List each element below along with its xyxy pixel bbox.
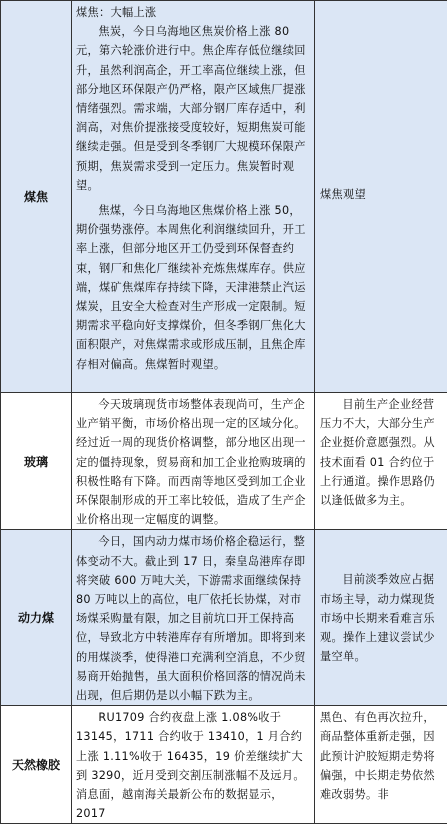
row-glass <box>1 393 447 530</box>
analysis-cell <box>72 393 315 530</box>
section-heading: 煤焦：大幅上涨 <box>76 3 311 22</box>
paragraph-glass: 今天玻璃现货市场整体表现尚可，生产企业产销平衡，市场价格出现一定的区域分化。经过近一周的现货价格调整，部分地区出现一定的僵持现象，贸易商和加工企业抢购玻璃的积极性略有下降。而西南等地区受到加工企业环保限制形成的开工率比较低，造成了生产企业价格出现一定幅度的调整。 <box>76 395 311 529</box>
category-cell: 煤焦 <box>1 1 72 393</box>
analysis-cell <box>72 706 315 824</box>
strategy-text: 煤焦观望 <box>320 185 444 204</box>
paragraph-rubber: RU1709 合约夜盘上涨 1.08%收于 13145，1711 合约收于 13410，1 月合约上涨 1.11%收于 16435，19 价差继续扩大到 3290，近月受到交割压制涨幅不及远月。消息面，越南海关最新公布的数据显示，2017 <box>76 708 311 823</box>
strategy-text: 目前淡季效应占据市场主导，动力煤现货市场中长期来看难言乐观。操作上建议尝试少量空单。 <box>320 570 444 666</box>
paragraph-thermal-coal: 今日，国内动力煤市场价格企稳运行，整体变动不大。截止到 17 日，秦皇岛港库存即将突破 600 万吨大关，下游需求面继续保持 80 万吨以上的高位，电厂依托长协煤，对市场煤采购量有限，加之目前坑口开工保持高位，导致北方中转港库存有所增加。即将到来的用煤淡季，使得港口充满利空消息，不少贸易商开始抛售，虽大面积价格回落的情况尚未出现，但后期仍是以小幅下跌为主。 <box>76 532 311 705</box>
row-thermal-coal <box>1 530 447 706</box>
category-cell: 天然橡胶 <box>1 706 72 824</box>
paragraph-coking-coal: 焦煤，今日乌海地区焦煤价格上涨 50，期价强势涨停。本周焦化利润继续回升，开工率上涨，但部分地区开工仍受到环保督查约束，钢厂和焦化厂继续补充炼焦煤库存。供应端，煤矿焦煤库存持续下降，天津港禁止汽运煤炭，且安全大检查对生产形成一定限制。短期需求平稳向好支撑煤价，但冬季钢厂焦化大面积限产，对焦煤需求或形成压制，且焦企库存相对偏高。焦煤暂时观望。 <box>76 201 311 374</box>
row-coal-coke <box>1 1 447 393</box>
category-cell: 玻璃 <box>1 393 72 530</box>
row-natural-rubber <box>1 706 447 824</box>
analysis-cell <box>72 530 315 706</box>
paragraph-coke: 焦炭，今日乌海地区焦炭价格上涨 80 元，第六轮涨价进行中。焦企库存低位继续回升，虽然利润高企，开工率高位继续上涨，但部分地区环保限产仍严格，限产区域焦厂提涨情绪强烈。需求端，大部分钢厂库存适中，利润高，对焦价提涨接受度较好，短期焦炭可能继续走强。但是受到冬季钢厂大规模环保限产预期，焦炭需求受到一定压力。焦炭暂时观望。 <box>76 22 311 195</box>
strategy-cell <box>315 706 447 824</box>
strategy-cell <box>315 530 447 706</box>
strategy-cell <box>315 393 447 530</box>
strategy-cell <box>315 1 447 393</box>
analysis-cell <box>72 1 315 393</box>
category-cell: 动力煤 <box>1 530 72 706</box>
strategy-text: 目前生产企业经营压力不大，大部分生产企业挺价意愿强烈。从技术面看 01 合约位于上行通道。操作思路仍以逢低做多为主。 <box>320 395 444 510</box>
strategy-text: 黑色、有色再次拉升，商品整体重新走强，因此预计沪胶短期走势将偏强，中长期走势依然难改弱势。非 <box>320 708 444 804</box>
